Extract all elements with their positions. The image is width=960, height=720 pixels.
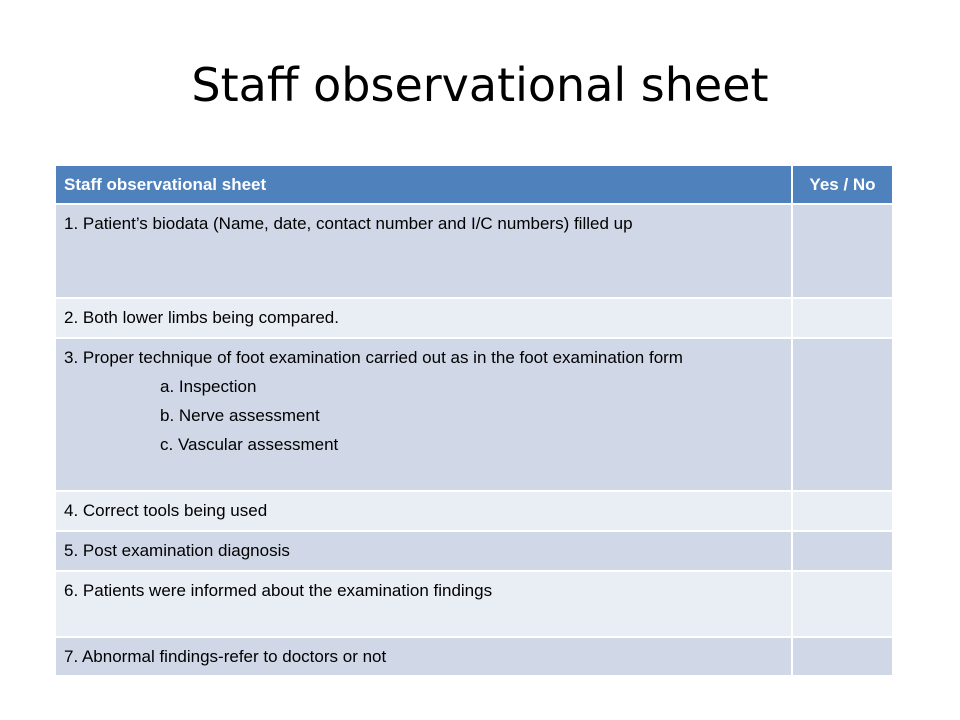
table-row (55, 338, 893, 491)
row-answer-cell[interactable] (792, 491, 893, 531)
row-item-text (55, 571, 792, 637)
row-answer-cell[interactable] (792, 571, 893, 637)
row-item-text (55, 637, 792, 676)
table-row (55, 637, 893, 676)
item-label: 3. Proper technique of foot examination carried out as in the foot examination form (64, 348, 683, 367)
row-item-text (55, 298, 792, 338)
row-answer-cell[interactable] (792, 531, 893, 571)
item-label: 4. Correct tools being used (64, 501, 268, 520)
row-item-text (55, 338, 792, 491)
sub-item-vascular-assessment: c. Vascular assessment (160, 435, 339, 454)
row-answer-cell[interactable] (792, 338, 893, 491)
column-header-item: Staff observational sheet (55, 165, 792, 204)
page-title: Staff observational sheet (191, 58, 769, 112)
item-label: 2. Both lower limbs being compared. (64, 308, 339, 327)
table-row (55, 204, 893, 298)
item-label: 5. Post examination diagnosis (64, 541, 290, 560)
table-row (55, 298, 893, 338)
item-label: 6. Patients were informed about the examination findings (64, 581, 493, 600)
row-item-text (55, 491, 792, 531)
table-row (55, 571, 893, 637)
table-row (55, 491, 893, 531)
row-item-text (55, 204, 792, 298)
sub-item-nerve-assessment: b. Nerve assessment (160, 406, 320, 425)
column-header-yes-no: Yes / No (792, 165, 893, 204)
observation-table (54, 164, 894, 677)
row-item-text (55, 531, 792, 571)
sub-item-inspection: a. Inspection (160, 377, 257, 396)
row-answer-cell[interactable] (792, 298, 893, 338)
table-row (55, 531, 893, 571)
table-header-row (55, 165, 893, 204)
item-label: 1. Patient’s biodata (Name, date, contact number and I/C numbers) filled up (64, 214, 633, 233)
row-answer-cell[interactable] (792, 204, 893, 298)
row-answer-cell[interactable] (792, 637, 893, 676)
item-label: 7. Abnormal findings-refer to doctors or not (64, 647, 387, 666)
